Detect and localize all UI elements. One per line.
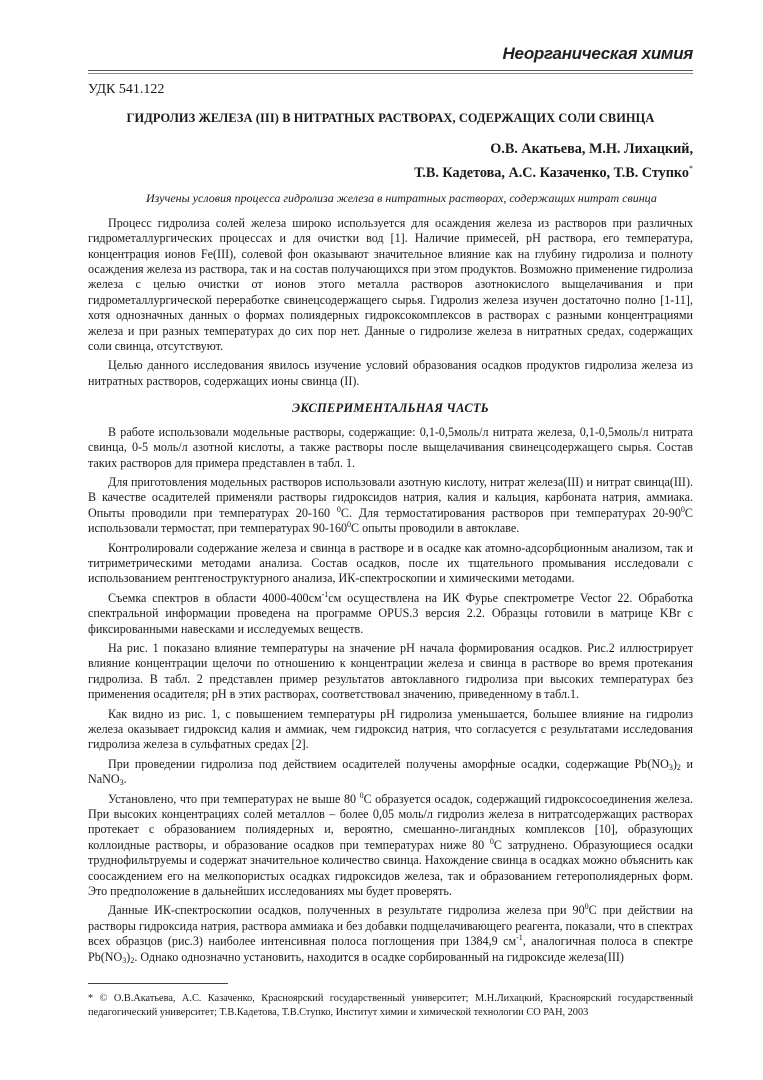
degree-mark: 0	[584, 902, 589, 912]
exp-paragraph-4	[88, 591, 693, 637]
udk-code: УДК 541.122	[88, 82, 165, 97]
subscript: 3	[668, 762, 673, 772]
text-run: Съемка спектров в области 4000-400см	[108, 590, 322, 605]
header-rule-thin	[88, 73, 693, 74]
subscript: 3	[119, 778, 124, 788]
text-run: С при действии на растворы гидроксида натрия, раствора аммиака и без добавки подщелачивающего реагента, показали, что в спектрах всех образцов (рис.3) наиболее интенсивная полоса поглощения при 1384,9 см	[88, 903, 693, 949]
text-run: .	[123, 772, 127, 787]
text-run: . Однако однозначно установить, находится в осадке сорбированный на гидроксиде железа(III)	[134, 949, 624, 964]
text-run: и NaNO	[88, 756, 693, 787]
text-run: , аналогичная полоса в спектре Pb(NO	[88, 934, 693, 964]
footnote-marker: *	[689, 163, 693, 173]
superscript: -1	[321, 589, 329, 599]
text-run: С. Для термостатирования растворов при температурах 20-90	[340, 505, 681, 520]
footnote: * © О.В.Акатьева, А.С. Казаченко, Красноярский государственный университет; М.Н.Лихацкий, Красноярский государственный педагогический университет; Т.В.Кадетова, Т.В.Ступко, Институт химии и химической технологии СО РАН, 2003	[88, 993, 693, 1018]
subscript: 3	[122, 955, 127, 965]
article-body	[88, 82, 693, 969]
exp-paragraph-5: На рис. 1 показано влияние температуры на значение pH начала формирования осадков. Рис.2 иллюстрирует влияние концентрации щелочи по отношению к концентрации железа и свинца в растворе во время протекания гидролиза. В табл. 2 представлен пример результатов автоклавного гидролиза при высоких температурах без применения осадителя; pH в этих растворах, соответствовал значению, приведенному в табл.1.	[88, 640, 693, 702]
text-run: Данные ИК-спектроскопии осадков, полученных в результате гидролиза железа при 90	[108, 903, 585, 918]
text-run: Установлено, что при температурах не выше 80	[108, 791, 360, 806]
text-run: Для приготовления модельных растворов использовали азотную кислоту, нитрат железа(III) и нитрат свинца(III). В качестве осадителей применяли растворы гидроксидов натрия, калия и кальция, карбоната натрия, аммиака. Опыты проводили при температурах 20-160	[88, 474, 693, 520]
exp-paragraph-3: Контролировали содержание железа и свинца в растворе и в осадке как атомно-адсорбционным анализом, так и титриметрическими методами анализа. Состав осадков, после их тщательного промывания исследовали с использованием рентгеноструктурного анализа, ИК-спектроскопии и химическими методами.	[88, 540, 693, 586]
text-run: см осуществлена на ИК Фурье спектрометре Vector 22. Обработка спектральной информации проведена на программе OPUS.3 версия 2.2. Образцы готовили в матрице KBr с фиксированными навесками и исследуемых веществ.	[88, 590, 694, 636]
author-list	[88, 139, 693, 183]
abstract: Изучены условия процесса гидролиза железа в нитратных растворах, содержащих нитрат свинца	[146, 190, 657, 205]
intro-paragraph-2: Целью данного исследования явилось изучение условий образования осадков продуктов гидролиза железа из нитратных растворов, содержащих ионы свинца (II).	[88, 358, 693, 388]
intro-paragraph-1: Процесс гидролиза солей железа широко используется для осаждения железа из растворов при различных гидрометаллургических процессах и для очистки вод [1]. Наличие примесей, pH раствора, его температура, концентрация ионов Fe(III), солевой фон оказывают значительное влияние как на глубину гидролиза и полноту осаждения железа из раствора, так и на состав получающихся при этом продуктов. Возможно применение гидролиза железа с целью очистки от ионов этого металла растворов азотнокислого выщелачивания и при гидрометаллургической переработке свинецсодержащего сырья. Гидролиз железа изучен достаточно полно [1-11], хотя однозначных данных о формах полиядерных гидроксокомплексов в растворах с разными концентрациями железа и при разных температурах до сих пор нет. Данные о гидролизе железа в нитратных средах, содержащих соли свинца, отсутствуют.	[88, 215, 693, 354]
exp-paragraph-8	[88, 792, 693, 900]
authors-line-2	[88, 159, 693, 183]
degree-mark: 0	[347, 520, 352, 530]
text-run: С опыты проводили в автоклаве.	[351, 521, 520, 536]
header-rule	[88, 70, 693, 71]
superscript: -1	[516, 933, 523, 943]
degree-mark: 0	[680, 504, 685, 514]
degree-mark: 0	[489, 836, 494, 846]
running-header	[88, 44, 693, 68]
exp-paragraph-1: В работе использовали модельные растворы, содержащие: 0,1-0,5моль/л нитрата железа, 0,1-0,5моль/л нитрата свинца, 0-5 моль/л азотной кислоты, а также растворы после выщелачивания свинецсодержащего сырья. Состав таких растворов для примера представлен в табл. 1.	[88, 424, 693, 470]
section-title: Неорганическая химия	[502, 44, 693, 63]
text-run: )	[672, 756, 677, 771]
authors-line-2-text: Т.В. Кадетова, А.С. Казаченко, Т.В. Ступко	[414, 164, 689, 181]
degree-mark: 0	[359, 790, 364, 800]
article-title: ГИДРОЛИЗ ЖЕЛЕЗА (III) В НИТРАТНЫХ РАСТВОРАХ, СОДЕРЖАЩИХ СОЛИ СВИНЦА	[126, 111, 655, 126]
exp-paragraph-6: Как видно из рис. 1, с повышением температуры pH гидролиза уменьшается, большее влияние на гидролиз железа оказывает гидроксид калия и аммиак, чем гидроксид натрия, что согласуется с результатами исследования гидролиза железа в сульфатных средах [2].	[88, 706, 693, 752]
section-heading: ЭКСПЕРИМЕНТАЛЬНАЯ ЧАСТЬ	[292, 401, 489, 416]
subscript: 2	[130, 955, 135, 965]
text-run: При проведении гидролиза под действием осадителей получены аморфные осадки, содержащие Pb(NO	[108, 756, 669, 771]
exp-paragraph-2	[88, 475, 693, 537]
footnote-rule	[88, 983, 228, 984]
exp-paragraph-9	[88, 903, 693, 965]
text-run: )	[126, 949, 131, 964]
text-run: С затруднено. Образующиеся осадки труднофильтруемы и содержат значительное количество свинца. Нахождение свинца в осадках можно объяснить как соосаждением его на мелкопористых осадках гидроксидов железа, так и образованием гетерополиядерных форм. Это предположение в дальнейших исследованиях мы будет проверять.	[88, 837, 693, 899]
exp-paragraph-7	[88, 757, 693, 788]
subscript: 2	[676, 762, 681, 772]
degree-mark: 0	[336, 504, 341, 514]
text-run: С использовали термостат, при температурах 90-160	[88, 505, 693, 536]
authors-line-1: О.В. Акатьева, М.Н. Лихацкий,	[490, 140, 693, 157]
text-run: С образуется осадок, содержащий гидроксосоединения железа. При высоких концентрациях солей металлов – более 0,05 моль/л гидролиз железа в нитратсодержащих растворах протекает с образованием полиядерных и, вероятно, смешанно-лигандных комплексов [10], образующих коллоидные растворы, и образование осадков при температурах ниже 80	[88, 791, 693, 852]
